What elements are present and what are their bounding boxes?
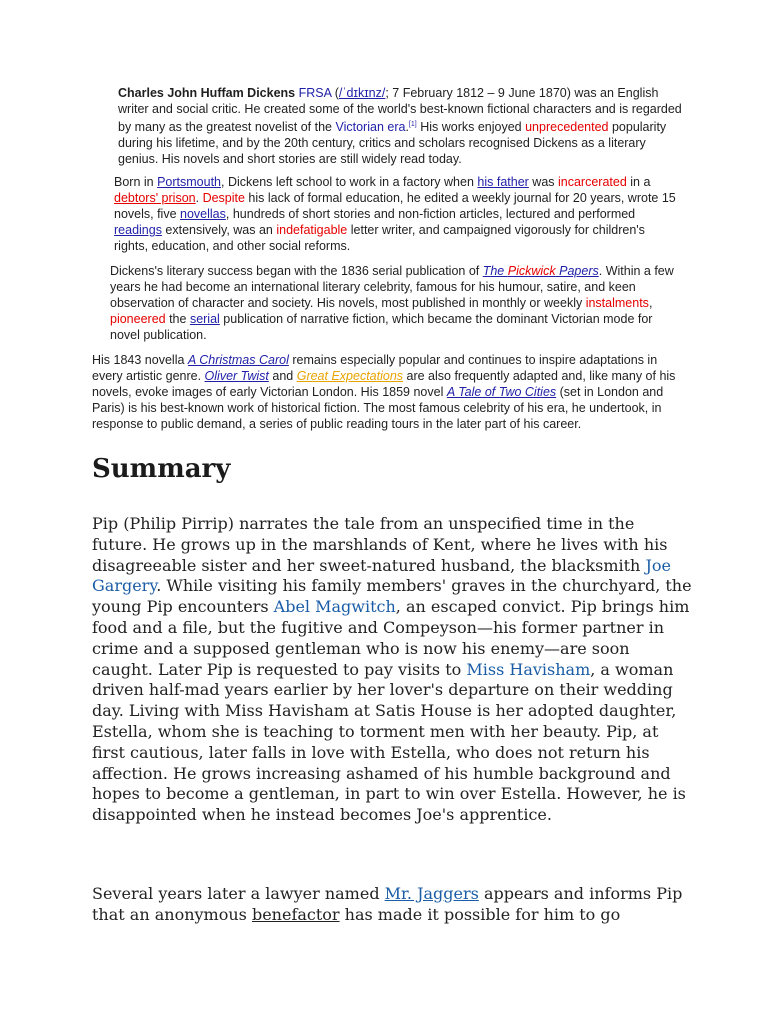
summary-paragraph-2: Several years later a lawyer named Mr. Jaggers appears and informs Pip that an anonymous benefactor has made it possible for him to go <box>92 884 683 924</box>
indefatigable-link[interactable]: indefatigable <box>276 223 348 237</box>
intro-paragraph-4: His 1843 novella A Christmas Carol remains especially popular and continues to inspire adaptations in every artistic genre. Oliver Twist and Great Expectations are also frequently adapted and, like many of his novels, evoke images of early Victorian London. His 1859 novel A Tale of Two Cities (set in London and Paris) is his best-known work of historical fiction. The most famous celebrity of his era, he undertook, in response to public demand, a series of public reading tours in the later part of his career. <box>92 353 676 431</box>
oliver-twist-link[interactable]: Oliver Twist <box>204 369 269 383</box>
joe-gargery-link[interactable]: Joe Gargery <box>92 555 671 596</box>
author-name: Charles John Huffam Dickens <box>118 86 296 100</box>
debtors-prison-link[interactable]: debtors' prison <box>114 191 196 205</box>
summary-heading: Summary <box>92 454 231 484</box>
abel-magwitch-link[interactable]: Abel Magwitch <box>273 597 396 617</box>
unprecedented-link[interactable]: unprecedented <box>525 120 609 135</box>
victorian-era-link[interactable]: Victorian era <box>335 120 406 135</box>
novellas-link[interactable]: novellas <box>180 207 226 221</box>
christmas-carol-link[interactable]: A Christmas Carol <box>187 353 289 367</box>
readings-link[interactable]: readings <box>114 223 162 237</box>
instalments-link[interactable]: instalments <box>585 296 649 310</box>
benefactor-link[interactable]: benefactor <box>251 904 340 924</box>
serial-link[interactable]: serial <box>189 312 220 326</box>
intro-paragraph-2: Born in Portsmouth, Dickens left school to work in a factory when his father was incarcerated in a debtors' prison. Despite his lack of formal education, he edited a weekly journal for 20 years, wrote 15 novels, five novellas, hundreds of short stories and non-fiction articles, lectured and performed readings extensively, was an indefatigable letter writer, and campaigned vigorously for children's rights, education, and other social reforms. <box>114 175 676 253</box>
intro-paragraph-1: Charles John Huffam Dickens FRSA (/ˈdɪkɪnz/; 7 February 1812 – 9 June 1870) was an English writer and social critic. He created some of the world's best-known fictional characters and is regarded by many as the greatest novelist of the Victorian era.[1] His works enjoyed unprecedented popularity during his lifetime, and by the 20th century, critics and scholars recognised Dickens as a literary genius. His novels and short stories are still widely read today. <box>118 86 682 167</box>
incarcerated-link[interactable]: incarcerated <box>558 175 627 189</box>
intro-paragraph-3: Dickens's literary success began with the 1836 serial publication of The Pickwick Papers. Within a few years he had become an international literary celebrity, famous for his humour, satire, and keen observation of character and society. His novels, most published in monthly or weekly instalments, pioneered the serial publication of narrative fiction, which became the dominant Victorian mode for novel publication. <box>110 264 674 342</box>
summary-paragraph-1: Pip (Philip Pirrip) narrates the tale from an unspecified time in the future. He grows up in the marshlands of Kent, where he lives with his disagreeable sister and her sweet-natured husband, the blacksmith Joe Gargery. While visiting his family members' graves in the churchyard, the young Pip encounters Abel Magwitch, an escaped convict. Pip brings him food and a file, but the fugitive and Compeyson—his former partner in crime and a supposed gentleman who is now his enemy—are soon caught. Later Pip is requested to pay visits to Miss Havisham, a woman driven half-mad years earlier by her lover's departure on their wedding day. Living with Miss Havisham at Satis House is her adopted daughter, Estella, whom she is teaching to torment men with her beauty. Pip, at first cautious, later falls in love with Estella, who does not return his affection. He grows increasing ashamed of his humble background and hopes to become a gentleman, in part to win over Estella. However, he is disappointed when he instead becomes Joe's apprentice. <box>92 514 692 825</box>
great-expectations-link[interactable]: Great Expectations <box>296 369 404 383</box>
his-father-link[interactable]: his father <box>477 175 529 189</box>
pickwick-papers-link[interactable]: The Pickwick Papers <box>482 264 599 278</box>
reference-1-link[interactable]: [1] <box>408 121 417 128</box>
mr-jaggers-link[interactable]: Mr. Jaggers <box>384 884 479 903</box>
pronunciation-link[interactable]: /ˈdɪkɪnz/ <box>338 86 386 100</box>
portsmouth-link[interactable]: Portsmouth <box>157 175 222 189</box>
pioneered-link[interactable]: pioneered <box>110 312 166 326</box>
tale-of-two-cities-link[interactable]: A Tale of Two Cities <box>446 385 557 399</box>
frsa-link[interactable]: FRSA <box>298 86 332 100</box>
miss-havisham-link[interactable]: Miss Havisham <box>466 659 591 679</box>
despite-link[interactable]: Despite <box>202 191 245 205</box>
